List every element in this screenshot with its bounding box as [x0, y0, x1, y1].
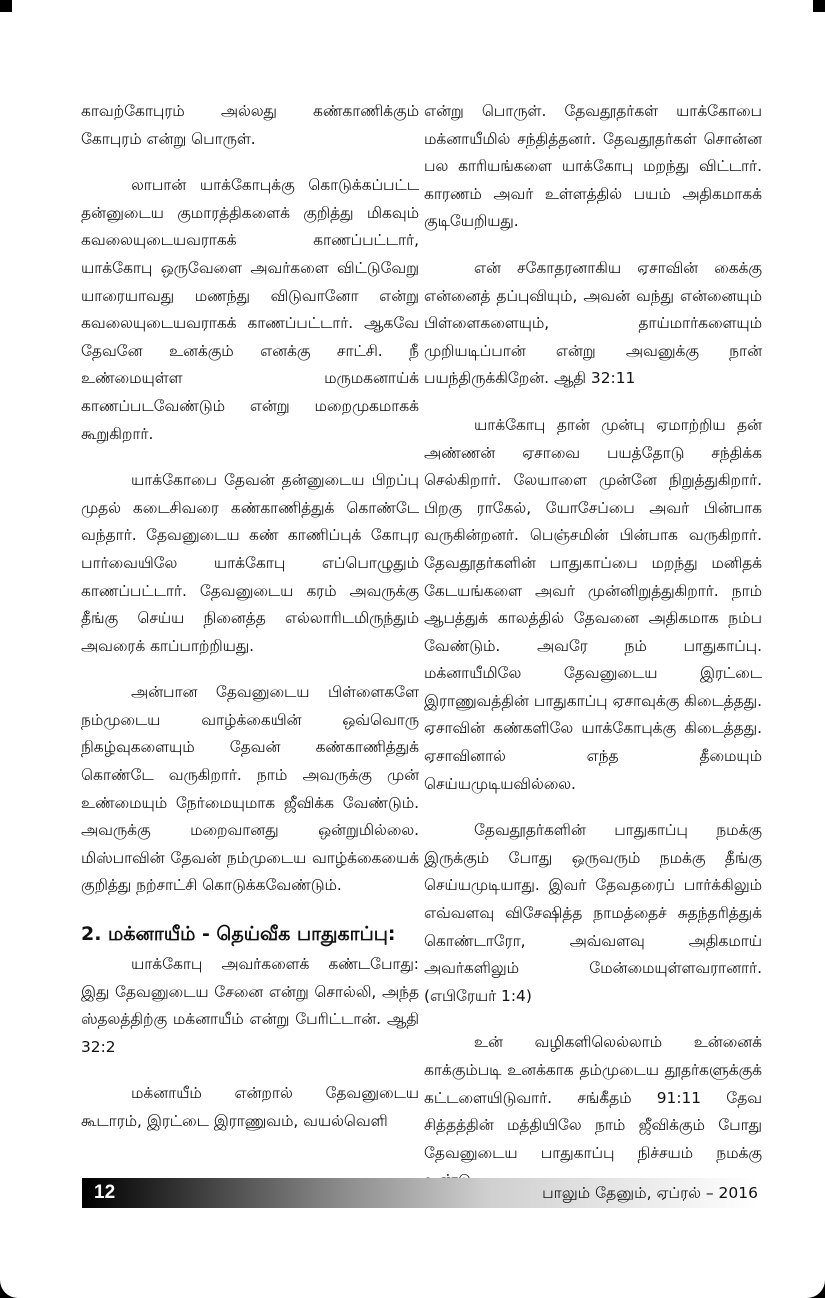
- paragraph: தேவதூதர்களின் பாதுகாப்பு நமக்கு இருக்கும் போது ஒருவரும் நமக்கு தீங்கு செய்யமுடியாது. இவர் தேவதரைப் பார்க்கிலும் எவ்வளவு விசேஷித்த நாமத்தைச் சுதந்தரித்துக் கொண்டாரோ, அவ்வளவு அதிகமாய் அவர்களிலும் மேன்மையுள்ளவரானார். (எபிரேயர் 1:4): [424, 821, 762, 1005]
- section-heading: 2. மக்னாயீம் - தெய்வீக பாதுகாப்பு:: [81, 923, 396, 946]
- page-corner-right: [813, 0, 825, 12]
- paragraph: மக்னாயீம் என்றால் தேவனுடைய கூடாரம், இரட்டை இராணுவம், வயல்வெளி: [81, 1084, 419, 1130]
- paragraph: அன்பான தேவனுடைய பிள்ளைகளே நம்முடைய வாழ்க்கையின் ஒவ்வொரு நிகழ்வுகளையும் தேவன் கண்காணித்துக் கொண்டே வருகிறார். நாம் அவருக்கு முன் உண்மையும் நேர்மையுமாக ஜீவிக்க வேண்டும். அவருக்கு மறைவானது ஒன்றுமில்லை. மிஸ்பாவின் தேவன் நம்முடைய வாழ்க்கையைக் குறித்து நற்சாட்சி கொடுக்கவேண்டும்.: [81, 683, 419, 895]
- paragraph: லாபான் யாக்கோபுக்கு கொடுக்கப்பட்ட தன்னுடைய குமாரத்திகளைக் குறித்து மிகவும் கவலையுடையவராகக் காணப்பட்டார், யாக்கோபு ஒருவேளை அவர்களை விட்டுவேறு யாரையாவது மணந்து விடுவானோ என்று கவலையுடையவராகக் காணப்பட்டார். ஆகவே தேவனே உனக்கும் எனக்கு சாட்சி. நீ உண்மையுள்ள மருமகனாய்க் காணப்படவேண்டும் என்று மறைமுகமாகக் கூறுகிறார்.: [81, 176, 419, 443]
- paragraph: காவற்கோபுரம் அல்லது கண்காணிக்கும் கோபுரம் என்று பொருள்.: [81, 102, 419, 148]
- paragraph: என் சகோதரனாகிய ஏசாவின் கைக்கு என்னைத் தப்புவியும், அவன் வந்து என்னையும் பிள்ளைகளையும், தாய்மார்களையும் முறியடிப்பான் என்று அவனுக்கு நான் பயந்திருக்கிறேன். ஆதி 32:11: [424, 258, 762, 388]
- right-column: [424, 98, 762, 1214]
- magazine-issue: பாலும் தேனும், ஏப்ரல் – 2016: [542, 1184, 758, 1202]
- paragraph: யாக்கோபை தேவன் தன்னுடைய பிறப்பு முதல் கடைசிவரை கண்காணித்துக் கொண்டே வந்தார். தேவனுடைய கண் காணிப்புக் கோபுர பார்வையிலே யாக்கோபு எப்பொழுதும் காணப்பட்டார். தேவனுடைய கரம் அவருக்கு தீங்கு செய்ய நினைத்த எல்லாரிடமிருந்தும் அவரைக் காப்பாற்றியது.: [81, 471, 419, 655]
- page-number: 12: [94, 1182, 116, 1203]
- paragraph: யாக்கோபு அவர்களைக் கண்டபோது: இது தேவனுடைய சேனை என்று சொல்லி, அந்த ஸ்தலத்திற்கு மக்னாயீம் என்று பேரிட்டான். ஆதி 32:2: [81, 955, 419, 1056]
- paragraph: என்று பொருள். தேவதூதர்கள் யாக்கோபை மக்னாயீமில் சந்தித்தனர். தேவதூதர்கள் சொன்ன பல காரியங்களை யாக்கோபு மறந்து விட்டார். காரணம் அவர் உள்ளத்தில் பயம் அதிகமாகக் குடியேறியது.: [424, 102, 762, 231]
- paragraph: யாக்கோபு தான் முன்பு ஏமாற்றிய தன் அண்ணன் ஏசாவை பயத்தோடு சந்திக்க செல்கிறார். லேயாளை முன்னே நிறுத்துகிறார். பிறகு ராகேல், யோசேப்பை அவர் பின்பாக வருகின்றனர். பெஞ்சமின் பின்பாக வருகிறார். தேவதூதர்களின் பாதுகாப்பை மறந்து மனிதக் கேடயங்களை அவர் முன்னிறுத்துகிறார். நாம் ஆபத்துக் காலத்தில் தேவனை அதிகமாக நம்ப வேண்டும். அவரே நம் பாதுகாப்பு. மக்னாயீமிலே தேவனுடைய இரட்டை இராணுவத்தின் பாதுகாப்பு ஏசாவுக்கு கிடைத்தது. ஏசாவின் கண்களிலே யாக்கோபுக்கு கிடைத்தது. ஏசாவினால் எந்த தீமையும் செய்யமுடியவில்லை.: [424, 415, 762, 793]
- page-corner-left: [0, 0, 12, 12]
- paragraph: உன் வழிகளிலெல்லாம் உன்னைக் காக்கும்படி உனக்காக தம்முடைய தூதர்களுக்குக் கட்டளையிடுவார். சங்கீதம் 91:11 தேவ சித்தத்தின் மத்தியிலே நாம் ஜீவிக்கும் போது தேவனுடைய பாதுகாப்பு நிச்சயம் நமக்கு: [424, 1033, 762, 1162]
- page-footer: [82, 1178, 758, 1208]
- left-column: [81, 98, 419, 1155]
